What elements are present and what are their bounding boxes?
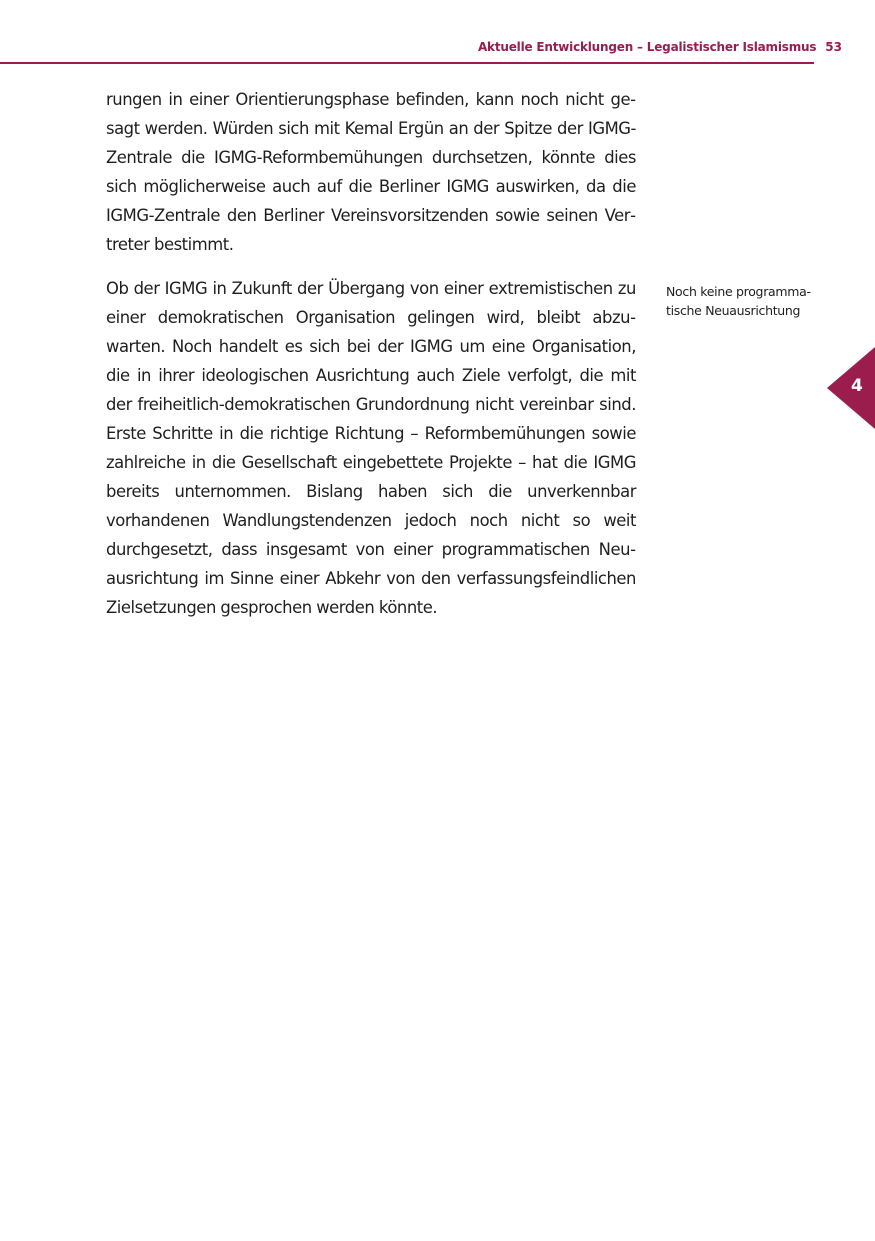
- body-paragraph: Ob der IGMG in Zukunft der Übergang von einer extremistischen zu einer demokratischen Organisation gelingen wird, bleibt abzuwarten. Noch handelt es sich bei der IGMG um eine Organisation, die in ihrer ideologischen Ausrichtung auch Ziele verfolgt, die mit der freiheitlich-demokratischen Grundordnung nicht vereinbar sind. Erste Schritte in die richtige Richtung – Reformbemühungen sowie zahlreiche in die Gesellschaft eingebettete Projekte – hat die IGMG bereits unternommen. Bislang haben sich die unverkennbar vorhandenen Wandlungstendenzen jedoch noch nicht so weit durchgesetzt, dass insgesamt von einer programmatischen Neuausrichtung im Sinne einer Abkehr von den verfassungsfeindlichen Zielsetzungen gesprochen werden könnte.: [106, 279, 636, 617]
- chapter-number: 4: [851, 376, 863, 396]
- page-number: 53: [825, 40, 842, 54]
- running-header-title: Aktuelle Entwicklungen – Legalistischer Islamismus: [477, 40, 817, 54]
- chapter-tab: [827, 347, 875, 429]
- running-header: [478, 40, 842, 54]
- margin-note: Noch keine programmatische Neuausrichtung: [666, 284, 812, 318]
- body-paragraph: rungen in einer Orientierungsphase befinden, kann noch nicht gesagt werden. Würden sich mit Kemal Ergün an der Spitze der IGMG-Zentrale die IGMG-Reformbemühungen durchsetzen, könnte dies sich möglicherweise auch auf die Berliner IGMG auswirken, da die IGMG-Zentrale den Berliner Vereinsvorsitzenden sowie seinen Vertreter bestimmt.: [106, 90, 636, 254]
- header-divider: [0, 62, 814, 64]
